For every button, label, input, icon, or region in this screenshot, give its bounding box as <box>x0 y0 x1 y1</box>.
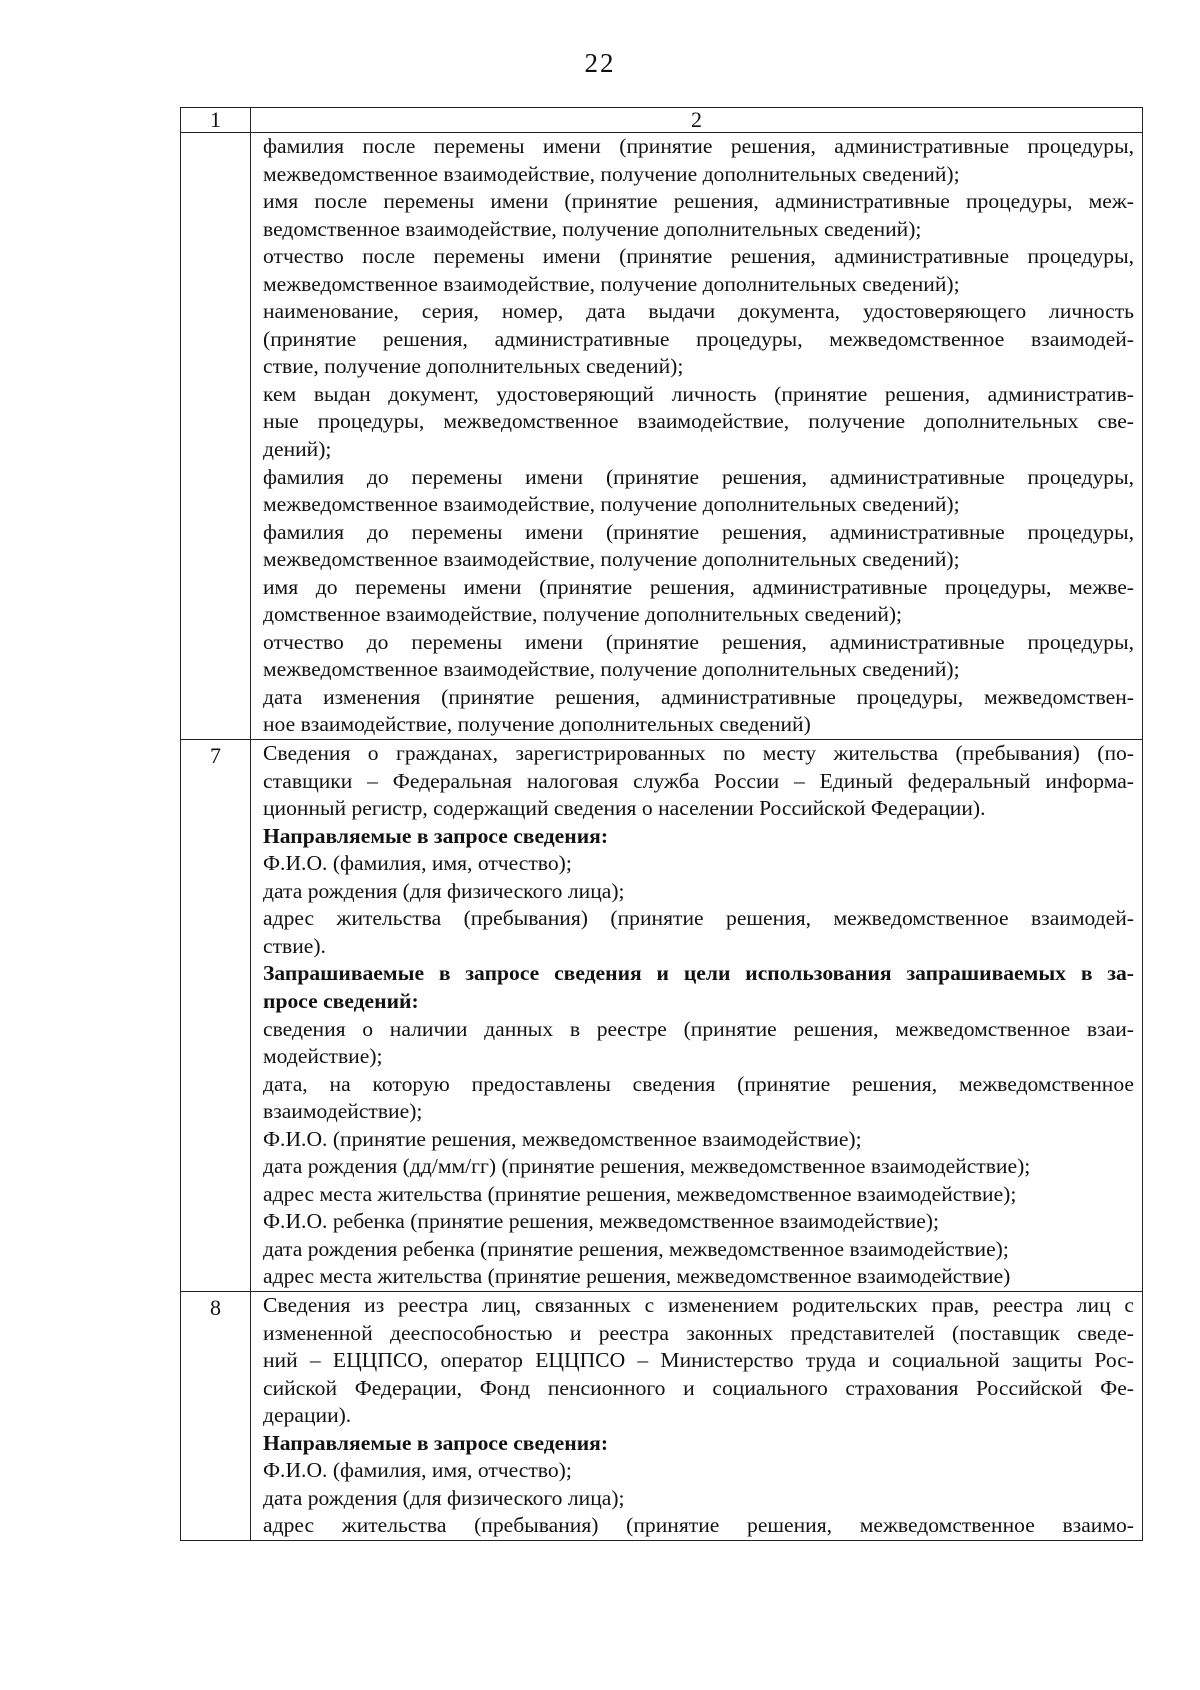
text-line: межведомственное взаимодействие, получение дополнительных сведений); <box>263 271 960 296</box>
text-line: Ф.И.О. (фамилия, имя, отчество); <box>263 1458 572 1483</box>
row-content-cell <box>251 740 1143 1292</box>
text-line: дата рождения ребенка (принятие решения, межведомственное взаимодействие); <box>263 1236 1009 1261</box>
text-line: ные процедуры, межведомственное взаимодействие, получение дополнительных све- <box>263 409 1134 434</box>
text-line: межведомственное взаимодействие, получение дополнительных сведений); <box>263 161 960 186</box>
text-line: дата изменения (принятие решения, административные процедуры, межведомствен- <box>263 684 1134 709</box>
text-line: адрес жительства (пребывания) (принятие решения, межведомственное взаимо- <box>263 1513 1134 1538</box>
text-line: кем выдан документ, удостоверяющий личность (принятие решения, административ- <box>263 381 1134 406</box>
text-line: имя до перемены имени (принятие решения, административные процедуры, межве- <box>263 574 1134 599</box>
text-line: ствие). <box>263 933 326 958</box>
page-number: 22 <box>584 48 616 78</box>
text-line: фамилия до перемены имени (принятие решения, административные процедуры, <box>263 464 1134 489</box>
text-line: межведомственное взаимодействие, получение дополнительных сведений); <box>263 657 960 682</box>
text-line: ставщики – Федеральная налоговая служба России – Единый федеральный информа- <box>263 768 1134 793</box>
text-line: Сведения о гражданах, зарегистрированных по месту жительства (пребывания) (по- <box>263 741 1134 766</box>
text-line: сведения о наличии данных в реестре (принятие решения, межведомственное взаи- <box>263 1016 1134 1041</box>
text-line: ствие, получение дополнительных сведений); <box>263 354 684 379</box>
text-line: дата, на которую предоставлены сведения (принятие решения, межведомственное <box>263 1071 1134 1096</box>
data-table <box>180 107 1143 1541</box>
text-line: модействие); <box>263 1044 383 1069</box>
row-number-cell <box>181 133 251 740</box>
text-line: ционный регистр, содержащий сведения о населении Российской Федерации). <box>263 796 986 821</box>
text-line: отчество до перемены имени (принятие решения, административные процедуры, <box>263 629 1134 654</box>
text-line: дерации). <box>263 1403 352 1428</box>
table-header-row <box>181 108 1143 133</box>
text-line: (принятие решения, административные процедуры, межведомственное взаимодей- <box>263 326 1134 351</box>
column-header-1: 1 <box>181 108 251 133</box>
text-line: измененной дееспособностью и реестра законных представителей (поставщик сведе- <box>263 1320 1134 1345</box>
section-heading-line: Направляемые в запросе сведения: <box>263 1430 609 1455</box>
text-line: фамилия после перемены имени (принятие решения, административные процедуры, <box>263 134 1134 158</box>
row-number-cell: 7 <box>181 740 251 1292</box>
text-line: межведомственное взаимодействие, получение дополнительных сведений); <box>263 492 960 517</box>
text-line: наименование, серия, номер, дата выдачи документа, удостоверяющего личность <box>263 299 1134 324</box>
row-content-cell <box>251 1291 1143 1540</box>
text-line: адрес места жительства (принятие решения, межведомственное взаимодействие); <box>263 1181 1017 1206</box>
text-line: домственное взаимодействие, получение дополнительных сведений); <box>263 602 903 627</box>
table-row <box>181 133 1143 740</box>
text-line: дений); <box>263 437 332 462</box>
text-line: ное взаимодействие, получение дополнительных сведений) <box>263 712 811 737</box>
text-line: ний – ЕЦЦПСО, оператор ЕЦЦПСО – Министерство труда и социальной защиты Рос- <box>263 1348 1134 1373</box>
table-row <box>181 1291 1143 1540</box>
text-line: ведомственное взаимодействие, получение дополнительных сведений); <box>263 216 922 241</box>
row-number-cell: 8 <box>181 1291 251 1540</box>
text-line: дата рождения (для физического лица); <box>263 878 625 903</box>
section-heading-line: просе сведений: <box>263 988 419 1013</box>
text-line: дата рождения (для физического лица); <box>263 1485 625 1510</box>
text-line: сийской Федерации, Фонд пенсионного и социального страхования Российской Фе- <box>263 1375 1134 1400</box>
text-line: Сведения из реестра лиц, связанных с изменением родительских прав, реестра лиц с <box>263 1292 1134 1317</box>
text-line: Ф.И.О. (принятие решения, межведомственное взаимодействие); <box>263 1126 862 1151</box>
text-line: межведомственное взаимодействие, получение дополнительных сведений); <box>263 547 960 572</box>
text-line: Ф.И.О. ребенка (принятие решения, межведомственное взаимодействие); <box>263 1209 939 1234</box>
text-line: отчество после перемены имени (принятие решения, административные процедуры, <box>263 244 1134 269</box>
row-content-cell <box>251 133 1143 740</box>
text-line: Ф.И.О. (фамилия, имя, отчество); <box>263 851 572 876</box>
section-heading-line: Запрашиваемые в запросе сведения и цели использования запрашиваемых в за- <box>263 961 1134 986</box>
text-line: адрес жительства (пребывания) (принятие решения, межведомственное взаимодей- <box>263 906 1134 931</box>
column-header-2: 2 <box>251 108 1143 133</box>
text-line: взаимодействие); <box>263 1099 423 1124</box>
text-line: адрес места жительства (принятие решения, межведомственное взаимодействие) <box>263 1264 1011 1289</box>
text-line: фамилия до перемены имени (принятие решения, административные процедуры, <box>263 519 1134 544</box>
section-heading-line: Направляемые в запросе сведения: <box>263 823 609 848</box>
text-line: имя после перемены имени (принятие решения, административные процедуры, меж- <box>263 189 1134 214</box>
table-row <box>181 740 1143 1292</box>
text-line: дата рождения (дд/мм/гг) (принятие решения, межведомственное взаимодействие); <box>263 1154 1031 1179</box>
